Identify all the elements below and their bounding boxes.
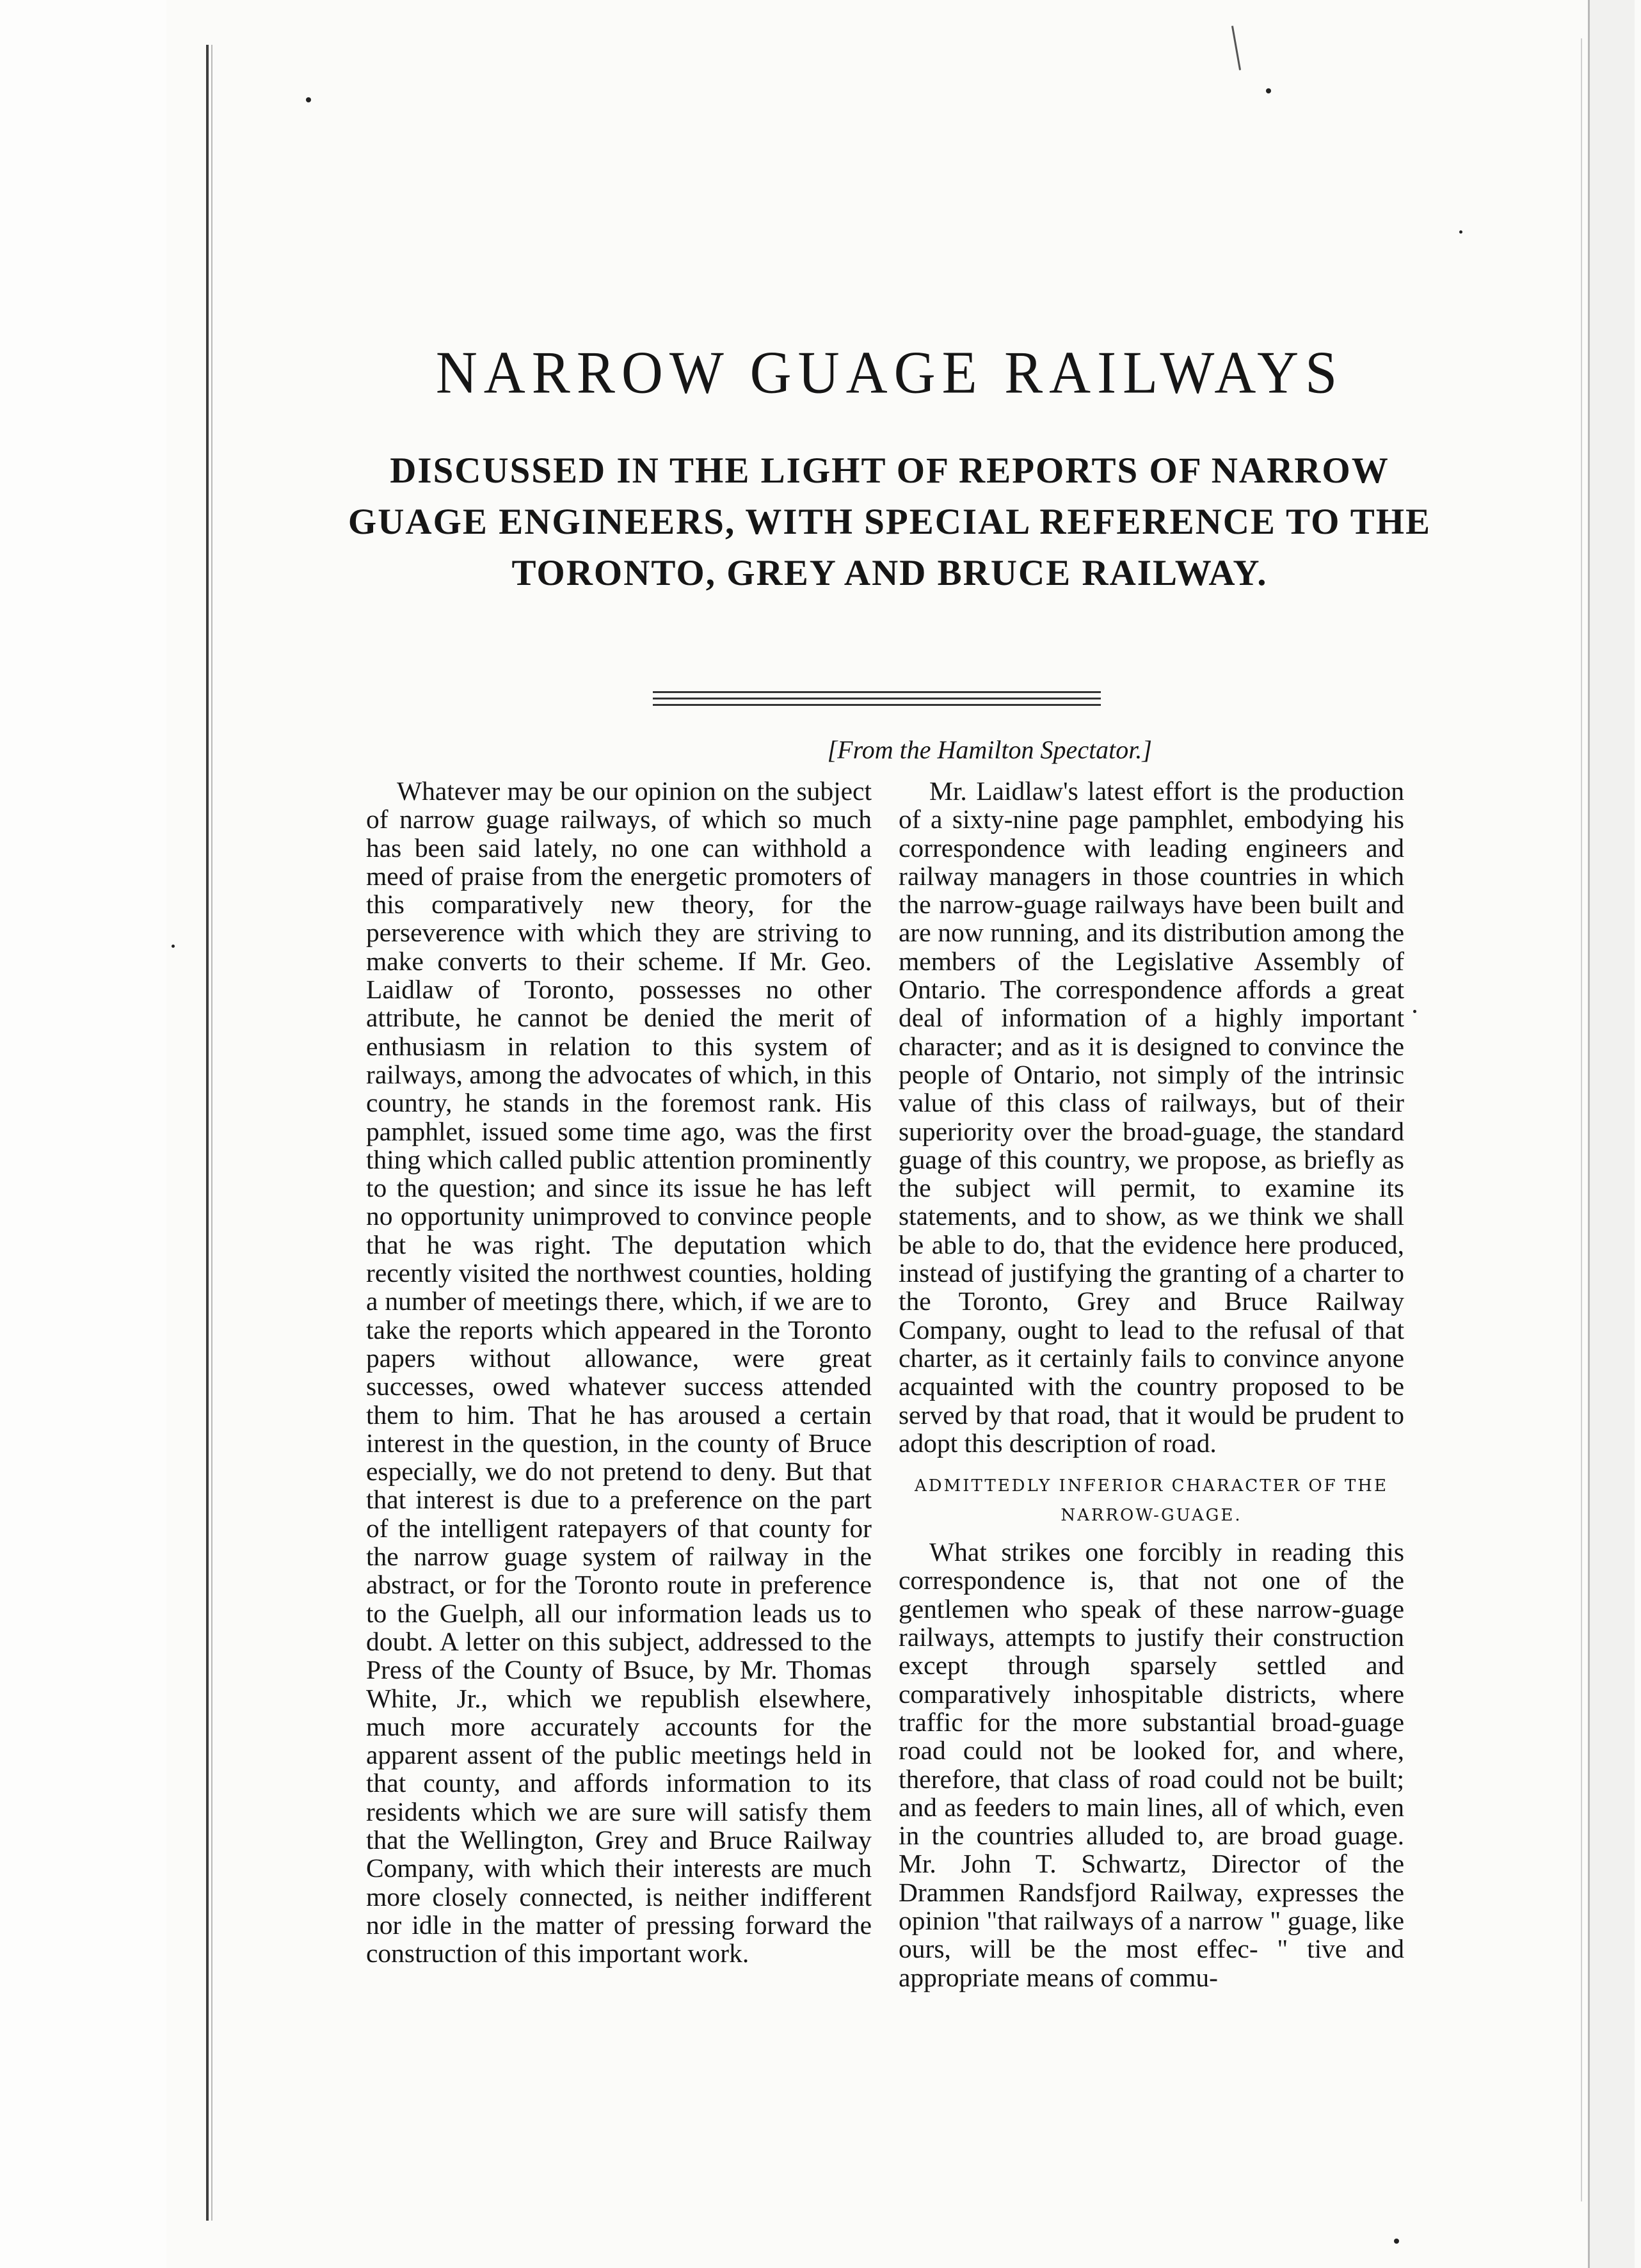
page-edge-right [1588, 0, 1635, 2268]
dust-speck [172, 945, 175, 948]
facing-page-margin [0, 0, 166, 2268]
right-column-section-paragraph: What strikes one forcibly in reading this correspondence is, that not one of the gentlemen who speak of these narrow-guage railways, attempts to justify their construction except through sparsely settled and comparatively inhospitable districts, where traffic for the more substantial broad-guage road could not be looked for, and where, therefore, that class of road could not be built; and as feeders to main lines, all of which, even in the countries alluded to, are broad guage. Mr. John T. Schwartz, Director of the Drammen Randsfjord Railway, expresses the opinion "that railways of a narrow " guage, like ours, will be the most effec- " tive and appropriate means of commu- [899, 1537, 1404, 1992]
source-credit: [From the Hamilton Spectator.] [827, 735, 1152, 764]
left-column-paragraph: Whatever may be our opinion on the subject of narrow guage railways, of which so much has been said lately, no one can withhold a meed of praise from the energetic promoters of this comparatively new theory, for the perseverence with which they are striving to make converts to their scheme. If Mr. Geo. Laidlaw of Toronto, possesses no other attribute, he cannot be denied the merit of enthusiasm in relation to this system of railways, among the advocates of which, in this country, he stands in the foremost rank. His pamphlet, issued some time ago, was the first thing which called public attention prominently to the question; and since its issue he has left no opportunity unimproved to convince people that he was right. The deputation which recently visited the northwest counties, holding a number of meetings there, which, if we are to take the reports which appeared in the Toronto papers without allowance, were great successes, owed whatever success attended them to him. That he has aroused a certain interest in the question, in the county of Bruce especially, we do not pretend to deny. But that that interest is due to a preference on the part of the intelligent ratepayers of that county for the narrow guage system of railway in the abstract, or for the Toronto route in preference to the Guelph, all our information leads us to doubt. A letter on this subject, addressed to the Press of the County of Bsuce, by Mr. Thomas White, Jr., which we republish elsewhere, much more accurately accounts for the apparent assent of the public meetings held in that county, and affords information to its residents which we are sure will satisfy them that the Wellington, Grey and Bruce Railway Company, with which their interests are much more closely connected, is neither indifferent nor idle in the matter of pressing forward the construction of this important work. [366, 776, 872, 1969]
left-column [366, 777, 872, 1967]
section-heading: ADMITTEDLY INFERIOR CHARACTER OF THE NARROW-GUAGE. [915, 1476, 1388, 1526]
right-column-intro-paragraph: Mr. Laidlaw's latest effort is the production of a sixty-nine page pamphlet, embodying his correspondence with leading engineers and railway managers in those countries in which the narrow-guage railways have been built and are now running, and its distribution among the members of the Legislative Assembly of Ontario. The correspondence affords a great deal of information of a highly important character; and as it is designed to convince the people of Ontario, not simply of the intrinsic value of this class of railways, but of their superiority over the broad-guage, the standard guage of this country, we propose, as briefly as the subject will permit, to examine its statements, and to show, as we think we shall be able to do, that the evidence here produced, instead of justifying the granting of a charter to the Toronto, Grey and Bruce Railway Company, ought to lead to the refusal of that charter, as it certainly fails to convince anyone acquainted with the country proposed to be served by that road, that it would be prudent to adopt this description of road. [899, 776, 1404, 1458]
title-divider-middle [653, 698, 1101, 699]
title-divider-bottom [653, 704, 1101, 706]
article-subtitle: DISCUSSED IN THE LIGHT OF REPORTS OF NARROW GUAGE ENGINEERS, WITH SPECIAL REFERENCE TO THE TORONTO, GREY AND BRUCE RAILWAY. [348, 451, 1432, 593]
article-page [307, 0, 1472, 2268]
page-edge-line-right [1581, 38, 1582, 2201]
binding-shadow-line-inner [211, 45, 212, 2221]
article-title: NARROW GUAGE RAILWAYS [435, 339, 1344, 406]
binding-shadow-line [206, 45, 209, 2221]
right-column [899, 777, 1404, 1992]
title-divider-top [653, 691, 1101, 693]
